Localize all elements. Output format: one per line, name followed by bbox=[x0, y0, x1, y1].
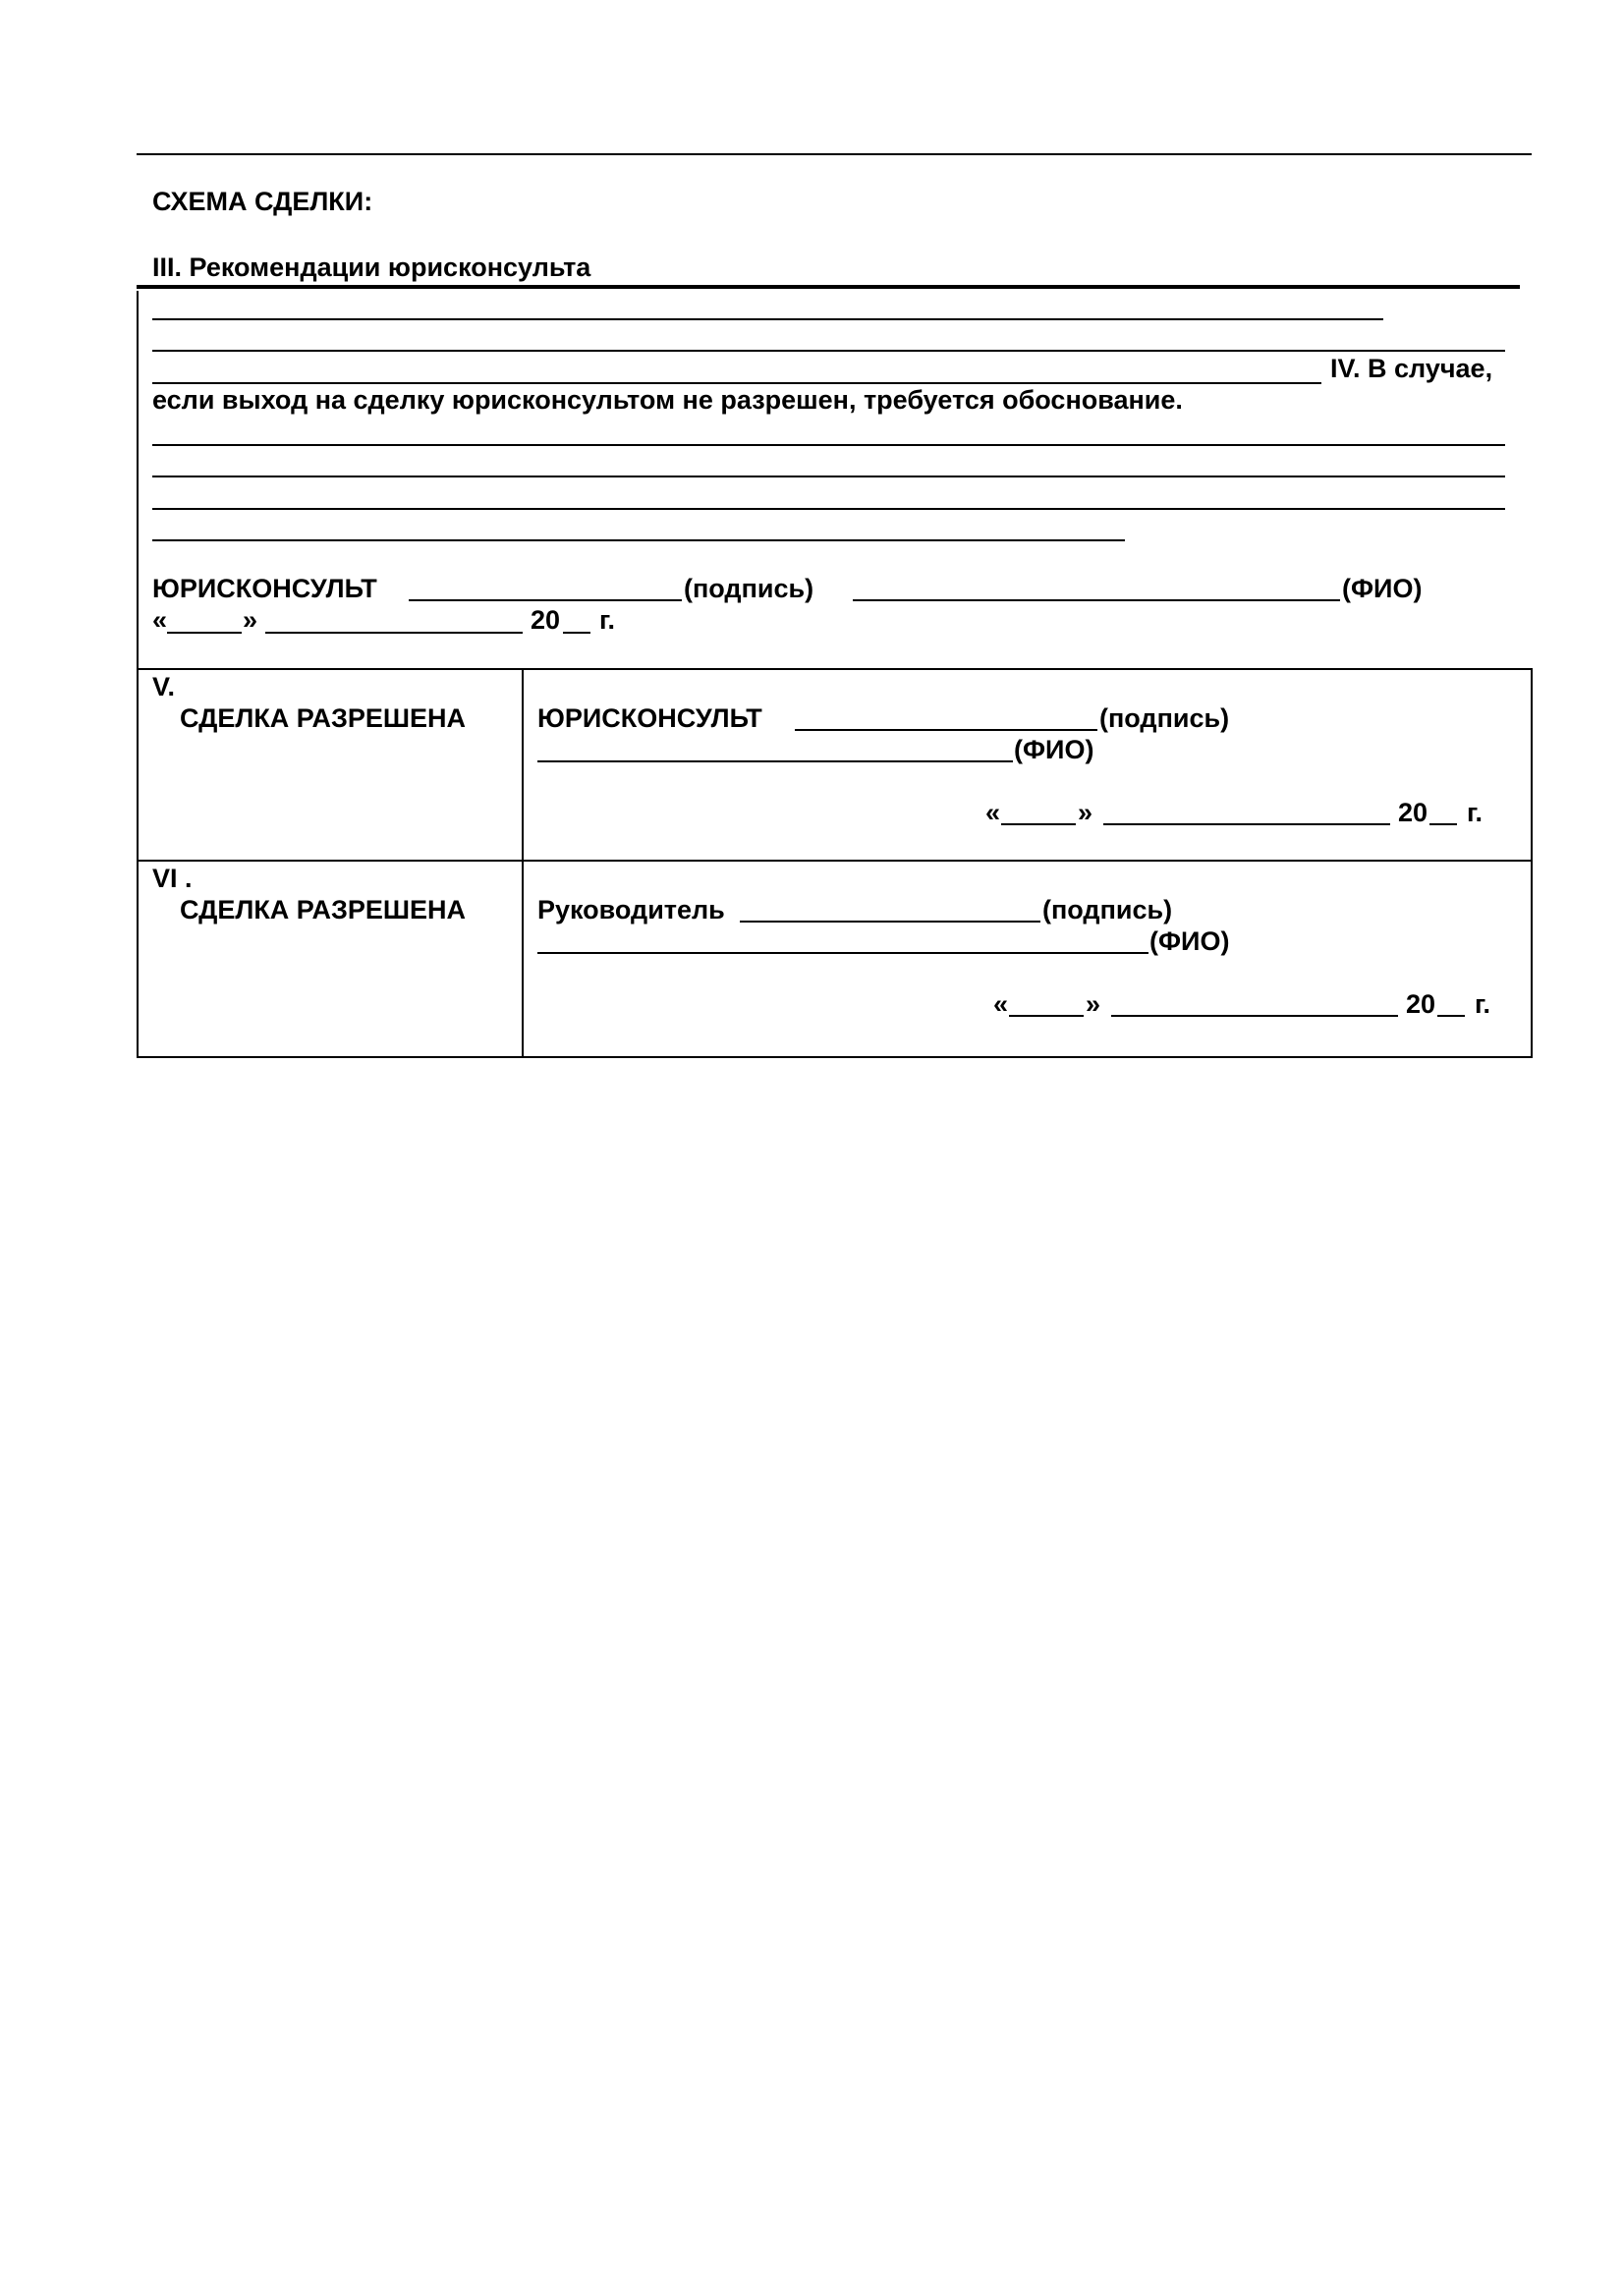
section-3-heading-rule bbox=[137, 285, 1520, 289]
approval-signature-field[interactable] bbox=[795, 729, 1097, 731]
approval-name-label: (ФИО) bbox=[1149, 926, 1230, 956]
approval-year-suffix: г. bbox=[1467, 798, 1484, 827]
approval-date-close: » bbox=[1078, 798, 1093, 827]
date-open-quote: « bbox=[152, 605, 168, 635]
approval-date-day-field[interactable] bbox=[1009, 1015, 1084, 1017]
recommendation-line-1[interactable] bbox=[152, 318, 1383, 320]
section-frame-left-border bbox=[137, 291, 139, 668]
approval-name-label: (ФИО) bbox=[1014, 735, 1094, 764]
year-suffix: г. bbox=[599, 605, 616, 635]
justification-line-4[interactable] bbox=[152, 539, 1125, 541]
page-title: СХЕМА СДЕЛКИ: bbox=[152, 187, 373, 216]
approvals-table bbox=[137, 668, 1533, 1058]
approval-year-field[interactable] bbox=[1437, 1015, 1465, 1017]
signature-role: ЮРИСКОНСУЛЬТ bbox=[152, 574, 377, 603]
approval-role: ЮРИСКОНСУЛЬТ bbox=[537, 703, 762, 733]
approval-year-prefix: 20 bbox=[1406, 989, 1436, 1019]
approval-status: СДЕЛКА РАЗРЕШЕНА bbox=[180, 703, 467, 733]
approval-year-field[interactable] bbox=[1429, 823, 1457, 825]
justification-line-3[interactable] bbox=[152, 508, 1505, 510]
approval-signature-cell bbox=[523, 669, 1532, 861]
approval-status-cell bbox=[138, 669, 523, 861]
name-label: (ФИО) bbox=[1342, 574, 1423, 603]
approval-name-field[interactable] bbox=[537, 760, 1013, 762]
approval-date-open: « bbox=[993, 989, 1009, 1019]
approval-row-v bbox=[138, 669, 1532, 861]
date-day-field[interactable] bbox=[167, 632, 242, 634]
year-suffix-field[interactable] bbox=[563, 632, 590, 634]
approval-signature-cell bbox=[523, 861, 1532, 1057]
section-3-heading: III. Рекомендации юрисконсульта bbox=[152, 252, 591, 282]
approval-name-field[interactable] bbox=[537, 952, 1148, 954]
approval-date-month-field[interactable] bbox=[1111, 1015, 1398, 1017]
approval-signature-field[interactable] bbox=[740, 921, 1040, 923]
signature-field[interactable] bbox=[409, 599, 682, 601]
approval-signature-label: (подпись) bbox=[1099, 703, 1230, 733]
approval-date-day-field[interactable] bbox=[1001, 823, 1076, 825]
signature-label: (подпись) bbox=[684, 574, 814, 603]
approval-date-close: » bbox=[1086, 989, 1101, 1019]
approval-date-open: « bbox=[985, 798, 1001, 827]
section-4-text: если выход на сделку юрисконсультом не разрешен, требуется обоснование. bbox=[152, 385, 1183, 415]
name-field[interactable] bbox=[853, 599, 1340, 601]
approval-row-vi bbox=[138, 861, 1532, 1057]
justification-line-2[interactable] bbox=[152, 476, 1505, 477]
approval-year-suffix: г. bbox=[1475, 989, 1491, 1019]
recommendation-line-3[interactable] bbox=[152, 382, 1321, 384]
section-4-label: IV. В случае, bbox=[1330, 354, 1493, 383]
justification-line-1[interactable] bbox=[152, 444, 1505, 446]
approval-number: V. bbox=[152, 672, 176, 701]
recommendation-line-2[interactable] bbox=[152, 350, 1505, 352]
year-prefix: 20 bbox=[531, 605, 561, 635]
date-month-field[interactable] bbox=[265, 632, 523, 634]
approval-number: VI . bbox=[152, 864, 193, 893]
approval-year-prefix: 20 bbox=[1398, 798, 1428, 827]
header-rule bbox=[137, 153, 1532, 155]
approval-status-cell bbox=[138, 861, 523, 1057]
approval-status: СДЕЛКА РАЗРЕШЕНА bbox=[180, 895, 467, 924]
approval-role: Руководитель bbox=[537, 895, 725, 924]
date-close-quote: » bbox=[243, 605, 258, 635]
approval-signature-label: (подпись) bbox=[1042, 895, 1173, 924]
approval-date-month-field[interactable] bbox=[1103, 823, 1390, 825]
